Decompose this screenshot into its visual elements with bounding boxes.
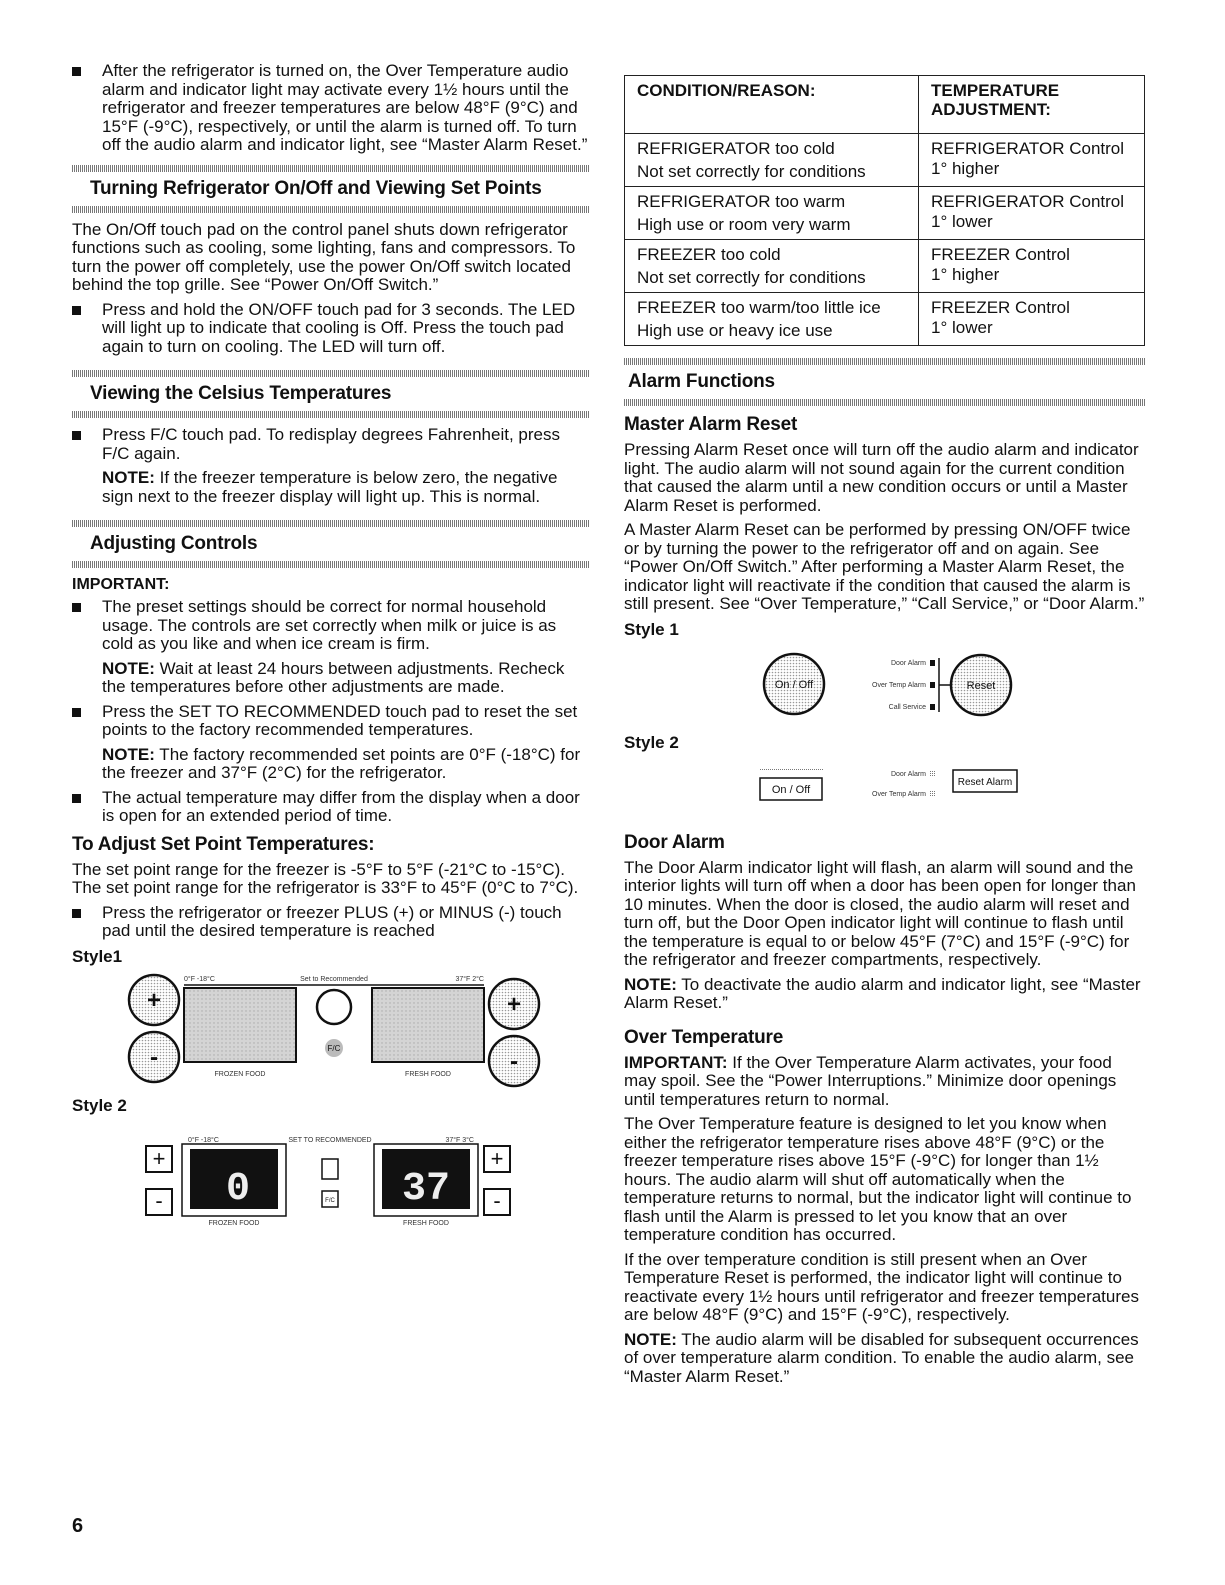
subsection-title: Door Alarm [624,831,725,853]
fridge-display-value: 37 [401,1166,451,1212]
bullet: Press F/C touch pad. To redisplay degrees Fahrenheit, press F/C again. [72,426,590,463]
over-temp-alarm-label: Over Temp Alarm [872,681,926,689]
paragraph: The Door Alarm indicator light will flash, an alarm will sound and the interior lights will turn off when a door has been open for longer than 10 minutes. When the door is closed, the audio alarm will reset and turn off, but the Door Open indicator light will continue to flash until the temperature is equal to or below 45°F (7°C) and 15°F (-9°C) for the refrigerator and freezer compartments, respectively. [624,857,1136,969]
fc-label: F/C [325,1197,335,1204]
style2-label: Style 2 [72,1095,127,1115]
door-alarm-indicator [930,770,936,777]
style1-label: Style1 [72,946,123,966]
style2-label: Style 2 [624,732,679,752]
table-row: REFRIGERATOR too cold Not set correctly for conditions REFRIGERATOR Control 1° higher [625,134,1145,187]
paragraph: If the over temperature condition is still present when an Over Temperature Reset is performed, the indicator light will continue to reactivate every 1½ hours until refrigerator and freezer temperatures are below 48°F (9°C) and 15°F (-9°C), respectively. [624,1249,1139,1324]
section-header [72,165,590,213]
bullet: The actual temperature may differ from the display when a door is open for an extended period of time. [72,789,590,826]
intro-bullet: After the refrigerator is turned on, the Over Temperature audio alarm and indicator light may activate every 1½ hours until the refrigerator and freezer temperatures are below 48°F (9°C) and 15°F (-9°C), respectively, or until the alarm is turned off. To turn off the audio alarm and indicator light, see “Master Alarm Reset.” [72,62,590,155]
door-alarm-label: Door Alarm [890,659,926,667]
frozen-food-label: FROZEN FOOD [214,1070,266,1078]
frozen-food-label: FROZEN FOOD [208,1219,260,1227]
fridge-display [372,988,484,1062]
plus-icon: + [146,986,162,1014]
paragraph: Pressing Alarm Reset once will turn off the audio alarm and indicator light. The audio alarm will not sound again for the current condition that caused the alarm until a new condition occurs or until a Master Alarm Reset is performed. [624,440,1139,515]
section-header [72,520,590,568]
section-header [72,370,590,418]
section-title: Alarm Functions [628,371,775,392]
section-title: Turning Refrigerator On/Off and Viewing Set Points [90,177,542,199]
control-panel-style1 [72,973,590,1091]
fc-label: F/C [327,1043,341,1053]
fresh-food-label: FRESH FOOD [405,1070,451,1078]
section-title: Viewing the Celsius Temperatures [90,383,392,404]
table-header: TEMPERATURE ADJUSTMENT: [919,76,1145,134]
right-column [624,75,1145,1386]
over-temp-alarm-label: Over Temp Alarm [872,790,926,798]
subsection-title: To Adjust Set Point Temperatures: [72,833,375,855]
subsection-title: Master Alarm Reset [624,414,798,435]
control-panel-style2 [72,1132,590,1232]
table-row: FREEZER too warm/too little ice High use or heavy ice use FREEZER Control 1° lower [625,293,1145,346]
paragraph: The On/Off touch pad on the control panel shuts down refrigerator functions such as cooling, some lighting, fans and compressors. To turn the power off completely, use the power On/Off switch located behind the top grille. See “Power On/Off Switch.” [72,219,576,294]
on-off-label: On / Off [771,783,811,796]
minus-icon: - [155,1187,163,1213]
reset-label: Reset [966,679,996,692]
temperature-adjustment-table [624,75,1145,346]
over-temp-alarm-indicator [930,790,936,797]
note: NOTE: The audio alarm will be disabled for subsequent occurrences of over temperature alarm condition. To enable the audio alarm, see “Master Alarm Reset.” [624,1329,1139,1386]
set-recommended-label: Set to Recommended [300,975,368,983]
on-off-label: On / Off [774,678,814,691]
over-temp-alarm-indicator [930,682,935,688]
important-label: IMPORTANT: [72,576,170,593]
plus-icon: + [152,1145,166,1171]
bullet: Press the refrigerator or freezer PLUS (+) or MINUS (-) touch pad until the desired temperature is reached [72,904,590,941]
minus-icon: - [510,1047,518,1075]
table-header-row [625,76,1145,134]
bullet: The preset settings should be correct for normal household usage. The controls are set correctly when milk or juice is as cold as you like and when ice cream is firm. [72,598,590,654]
note: NOTE: The factory recommended set points are 0°F (-18°C) for the freezer and 37°F (2°C) for the refrigerator. [102,744,581,782]
alarm-panel-style1 [624,650,1145,728]
table-header: CONDITION/REASON: [625,76,919,134]
set-recommended-label: SET TO RECOMMENDED [288,1136,372,1144]
important-note: IMPORTANT: If the Over Temperature Alarm activates, your food may spoil. See the “Power Interruptions.” Minimize door openings until temperatures return to normal. [624,1052,1117,1109]
plus-icon: + [506,990,522,1018]
paragraph: The Over Temperature feature is designed to let you know when either the refrigerator temperature rises above 48°F (9°C) or the freezer temperature rises above 15°F (-9°C) for longer than 1½ hours. The audio alarm will shut off automatically when the temperature returns to normal, but the indicator light will continue to flash until the Alarm is pressed to let you know that an over temperature condition has occurred. [624,1114,1132,1244]
reset-alarm-label: Reset Alarm [957,776,1013,788]
paragraph: A Master Alarm Reset can be performed by pressing ON/OFF twice or by turning the power to the refrigerator off and on again. See “Power On/Off Switch.” After performing a Master Alarm Reset, the indicator light will reactivate if the condition that caused the alarm is still present. See “Over Temperature,” “Call Service,” or “Door Alarm.” [624,520,1145,613]
plus-icon: + [490,1145,504,1171]
minus-icon: - [493,1187,501,1213]
style1-label: Style 1 [624,619,679,639]
freezer-temp-label: 0°F -18°C [188,1136,219,1144]
bullet: Press and hold the ON/OFF touch pad for 3 seconds. The LED will light up to indicate that cooling is Off. Press the touch pad again to turn on cooling. The LED will turn off. [72,301,590,357]
minus-icon: - [150,1043,158,1071]
section-title: Adjusting Controls [90,533,258,554]
bullet: Press the SET TO RECOMMENDED touch pad to reset the set points to the factory recommended temperatures. [72,703,590,740]
note: NOTE: If the freezer temperature is below zero, the negative sign next to the freezer display will light up. This is normal. [102,468,558,506]
freezer-display [184,988,296,1062]
call-service-label: Call Service [888,703,926,711]
fridge-temp-label: 37°F 3°C [445,1136,474,1144]
subsection-title: Over Temperature [624,1026,784,1048]
freezer-temp-label: 0°F -18°C [184,975,215,983]
left-column [72,62,590,1237]
paragraph: The set point range for the freezer is -5°F to 5°F (-21°C to -15°C). The set point range for the refrigerator is 33°F to 45°F (0°C to 7°C). [72,859,579,897]
fridge-temp-label: 37°F 2°C [455,975,484,983]
set-recommended-button[interactable] [317,990,351,1024]
call-service-indicator [930,704,935,710]
note: NOTE: To deactivate the audio alarm and indicator light, see “Master Alarm Reset.” [624,974,1141,1012]
door-alarm-label: Door Alarm [890,770,926,778]
alarm-panel-style2 [624,763,1145,823]
set-recommended-button[interactable] [322,1159,338,1179]
table-row: FREEZER too cold Not set correctly for conditions FREEZER Control 1° higher [625,240,1145,293]
door-alarm-indicator [930,660,935,666]
page-number: 6 [72,1515,84,1537]
section-header [624,358,1145,406]
freezer-display-value: 0 [225,1166,251,1212]
table-row: REFRIGERATOR too warm High use or room very warm REFRIGERATOR Control 1° lower [625,187,1145,240]
note: NOTE: Wait at least 24 hours between adjustments. Recheck the temperatures before other adjustments are made. [102,658,565,696]
fresh-food-label: FRESH FOOD [403,1219,449,1227]
